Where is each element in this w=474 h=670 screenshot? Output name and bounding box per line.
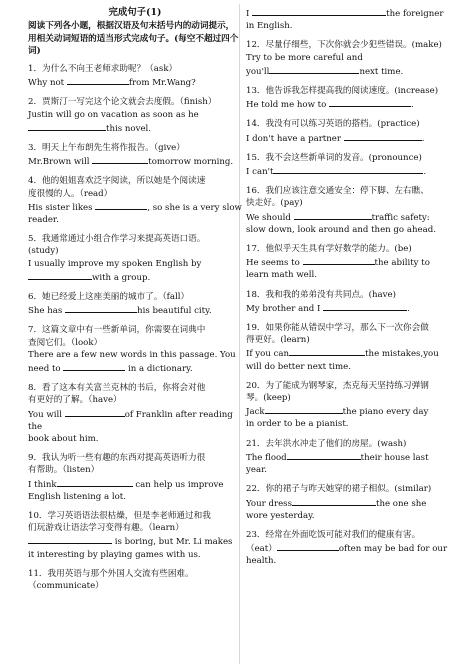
q19-text-a: If you can bbox=[246, 349, 290, 360]
question-15 bbox=[246, 152, 450, 178]
q7-text-b: in a dictionary. bbox=[125, 364, 193, 375]
q20-text-b: the piano every day bbox=[342, 407, 429, 418]
q14-text-a: I don't have a partner bbox=[246, 133, 344, 144]
q5-chinese-2: (study) bbox=[28, 246, 59, 257]
q22-chinese: 22．你的裙子与昨天她穿的裙子相似。(similar) bbox=[246, 484, 432, 495]
q17-text-b: the ability to bbox=[374, 258, 430, 269]
q1-text-b: from Mr.Wang? bbox=[128, 78, 196, 89]
q19-text-c: will do better next time. bbox=[246, 361, 351, 372]
question-14 bbox=[246, 118, 450, 144]
q16-chinese-1: 16．我们应该注意交通安全：停下脚、左右瞧、 bbox=[246, 186, 429, 197]
question-7 bbox=[28, 324, 242, 375]
q16-text-a: We should bbox=[246, 212, 294, 223]
q20-blank[interactable] bbox=[265, 404, 343, 414]
q20-text-a: Jack bbox=[246, 407, 265, 418]
q9-chinese-2: 有帮助。（listen） bbox=[28, 465, 100, 476]
q23-chinese: 23．经常在外面吃饭可能对我们的健康有害。 bbox=[246, 529, 421, 540]
q16-blank[interactable] bbox=[294, 210, 372, 220]
q15-blank[interactable] bbox=[273, 164, 423, 174]
q12-line-1: Try to be more careful and bbox=[246, 52, 363, 63]
q4-chinese-1: 4．他的姐姐喜欢泛字阅读，所以她是个阅读速 bbox=[28, 176, 206, 187]
q19-text-b: the mistakes,you bbox=[365, 349, 439, 360]
q14-chinese: 14．我没有可以练习英语的搭档。(practice) bbox=[246, 119, 420, 130]
q4-text-b: , so she is a very slow bbox=[147, 202, 242, 213]
q13-blank[interactable] bbox=[329, 97, 411, 107]
q23-text-b: often may be bad for our bbox=[338, 544, 448, 555]
q4-chinese-2: 度很慢的人。（read） bbox=[28, 188, 113, 199]
q6-chinese: 6．她已经爱上这座美丽的城市了。（fall） bbox=[28, 292, 190, 302]
q15-text-a: I can't bbox=[246, 167, 274, 178]
question-5 bbox=[28, 233, 242, 284]
q18-chinese: 18．我和我的弟弟没有共同点。(have) bbox=[246, 289, 396, 300]
q22-text-a: Your dress bbox=[246, 498, 292, 509]
q17-blank[interactable] bbox=[303, 255, 375, 265]
q13-text-a: He told me how to bbox=[246, 100, 330, 111]
q13-chinese: 13．他告诉我怎样提高我的阅读速度。(increase) bbox=[246, 86, 439, 97]
q2-blank[interactable] bbox=[28, 121, 106, 131]
right-column bbox=[246, 6, 450, 575]
q22-blank[interactable] bbox=[292, 496, 376, 506]
q16-text-c: slow down, look around and then go ahead. bbox=[246, 224, 436, 235]
q12-blank[interactable] bbox=[269, 64, 359, 74]
q5-chinese-1: 5．我通常通过小组合作学习来提高英语口语。 bbox=[28, 234, 206, 245]
question-6 bbox=[28, 291, 242, 317]
q23-text-c: health. bbox=[246, 556, 277, 567]
q11-text-b: the foreigner bbox=[386, 9, 444, 19]
q4-blank[interactable] bbox=[95, 200, 147, 210]
q11-blank[interactable] bbox=[252, 6, 386, 16]
q2-line-1: Justin will go on vacation as soon as he bbox=[28, 109, 199, 120]
question-18 bbox=[246, 289, 450, 315]
q7-line-1: There are a few new words in this passage. You bbox=[28, 349, 236, 360]
q8-chinese-2: 有更好的了解。（have） bbox=[28, 395, 122, 406]
question-20 bbox=[246, 380, 450, 431]
q8-text-c: book about him. bbox=[28, 434, 99, 445]
q15-text-b: . bbox=[423, 167, 427, 178]
q17-chinese: 17．他似乎天生具有学好数学的能力。(be) bbox=[246, 244, 412, 255]
question-10 bbox=[28, 510, 242, 561]
q3-text-b: tomorrow morning. bbox=[148, 157, 234, 168]
worksheet-title: 完成句子(1) bbox=[108, 7, 162, 18]
q21-chinese: 21．去年洪水冲走了他们的房屋。(wash) bbox=[246, 438, 407, 449]
q1-chinese: 1．为什么不向王老师求助呢？（ask） bbox=[28, 63, 178, 74]
question-11 bbox=[28, 568, 242, 592]
q22-text-b: the one she bbox=[376, 498, 427, 509]
q10-chinese-2: 们玩游戏让语法学习变得有趣。（learn） bbox=[28, 523, 184, 534]
q23-blank[interactable] bbox=[277, 541, 339, 551]
q10-text-b: is boring, but Mr. Li makes bbox=[112, 537, 233, 548]
question-8 bbox=[28, 382, 242, 445]
question-4 bbox=[28, 175, 242, 226]
q18-blank[interactable] bbox=[323, 301, 407, 311]
q3-chinese: 3．明天上午布朗先生将作报告。（give） bbox=[28, 142, 185, 153]
q6-blank[interactable] bbox=[65, 303, 137, 313]
q11-chinese-2: （communicate） bbox=[28, 581, 104, 592]
instructions: 阅读下列各小题，根据汉语及句末括号内的动词提示，用相关动词短语的适当形式完成句子。(每空不超过四个词) bbox=[28, 21, 239, 56]
q5-blank[interactable] bbox=[28, 270, 92, 280]
q12-text-a: you'll bbox=[246, 66, 270, 77]
q20-text-c: in order to be a pianist. bbox=[246, 419, 349, 430]
question-22 bbox=[246, 483, 450, 522]
q8-chinese-1: 8．看了这本有关富兰克林的书后，你将会对他 bbox=[28, 383, 206, 394]
q11-text-a: I bbox=[246, 9, 253, 19]
question-11-continued bbox=[246, 6, 450, 32]
q11-chinese-1: 11．我用英语与那个外国人交流有些困难。 bbox=[28, 568, 194, 579]
q9-text-c: English listening a lot. bbox=[28, 491, 126, 502]
q6-text-b: his beautiful city. bbox=[137, 306, 212, 317]
q20-chinese-2: 琴。(keep) bbox=[246, 393, 291, 404]
q23-text-a: （eat） bbox=[246, 544, 277, 555]
q13-text-b: . bbox=[411, 100, 414, 111]
q5-line-1: I usually improve my spoken English by bbox=[28, 258, 202, 269]
q12-text-b: next time. bbox=[359, 66, 404, 77]
q9-chinese-1: 9．我认为听一些有趣的东西对提高英语听力很 bbox=[28, 453, 206, 464]
q10-chinese-1: 10．学习英语语法很枯燥，但是李老师通过和我 bbox=[28, 511, 211, 522]
q19-chinese-2: 得更好。(learn) bbox=[246, 335, 310, 346]
question-12 bbox=[246, 39, 450, 78]
q15-chinese: 15．我不会这些新单词的发音。(pronounce) bbox=[246, 152, 422, 163]
question-3 bbox=[28, 142, 242, 168]
q7-blank[interactable] bbox=[63, 361, 125, 371]
question-9 bbox=[28, 452, 242, 503]
q4-text-c: reader. bbox=[28, 214, 59, 225]
q3-text-a: Mr.Brown will bbox=[28, 157, 93, 168]
q11-text-c: in English. bbox=[246, 21, 293, 32]
question-23 bbox=[246, 529, 450, 568]
q21-text-a: The flood bbox=[246, 452, 287, 463]
q12-chinese: 12．尽量仔细些，下次你就会少犯些错误。(make) bbox=[246, 40, 442, 51]
q18-text-a: My brother and I bbox=[246, 303, 324, 314]
q1-text-a: Why not bbox=[28, 78, 67, 89]
q20-chinese-1: 20．为了能成为钢琴家，杰克每天坚持练习弹钢 bbox=[246, 380, 429, 391]
q19-blank[interactable] bbox=[289, 346, 365, 356]
question-2 bbox=[28, 96, 242, 135]
question-13 bbox=[246, 85, 450, 111]
q9-text-a: I think bbox=[28, 479, 57, 490]
q2-line-2: this novel. bbox=[106, 123, 152, 134]
q7-chinese-1: 7．这篇文章中有一些新单词，你需要在词典中 bbox=[28, 325, 206, 336]
q5-text-b: with a group. bbox=[92, 272, 151, 283]
q17-text-c: learn math well. bbox=[246, 270, 317, 281]
q10-text-c: it interesting by playing games with us. bbox=[28, 549, 201, 560]
q9-text-b: can help us improve bbox=[132, 479, 224, 490]
question-19 bbox=[246, 322, 450, 373]
q18-text-b: . bbox=[407, 303, 410, 314]
q8-text-b: of Franklin after reading the bbox=[28, 409, 233, 432]
q9-blank[interactable] bbox=[57, 477, 133, 487]
q7-text-a: need to bbox=[28, 364, 64, 375]
question-21 bbox=[246, 438, 450, 477]
q8-blank[interactable] bbox=[65, 407, 125, 417]
q17-text-a: He seems to bbox=[246, 258, 303, 269]
q14-text-b: . bbox=[421, 133, 425, 144]
q4-text-a: His sister likes bbox=[28, 202, 96, 213]
left-column bbox=[28, 6, 242, 599]
q21-text-b: their house last year. bbox=[246, 452, 429, 476]
q21-blank[interactable] bbox=[287, 450, 361, 460]
q16-text-b: traffic safety: bbox=[371, 212, 430, 223]
q6-text-a: She has bbox=[28, 306, 66, 317]
q22-text-c: wore yesterday. bbox=[246, 510, 315, 521]
q2-chinese: 2．贾斯汀一写完这个论文就会去度假。（finish） bbox=[28, 97, 217, 108]
q1-blank[interactable] bbox=[67, 75, 129, 85]
q8-text-a: You will bbox=[28, 409, 65, 420]
q3-blank[interactable] bbox=[92, 154, 148, 164]
question-17 bbox=[246, 243, 450, 282]
q14-blank[interactable] bbox=[344, 131, 422, 141]
q7-chinese-2: 查阅它们。（look） bbox=[28, 337, 103, 348]
question-1 bbox=[28, 63, 242, 89]
question-16 bbox=[246, 185, 450, 236]
q19-chinese-1: 19．如果你能从错误中学习，那么下一次你会做 bbox=[246, 323, 429, 334]
q16-chinese-2: 快走好。(pay) bbox=[246, 198, 303, 209]
q10-blank[interactable] bbox=[28, 534, 112, 544]
